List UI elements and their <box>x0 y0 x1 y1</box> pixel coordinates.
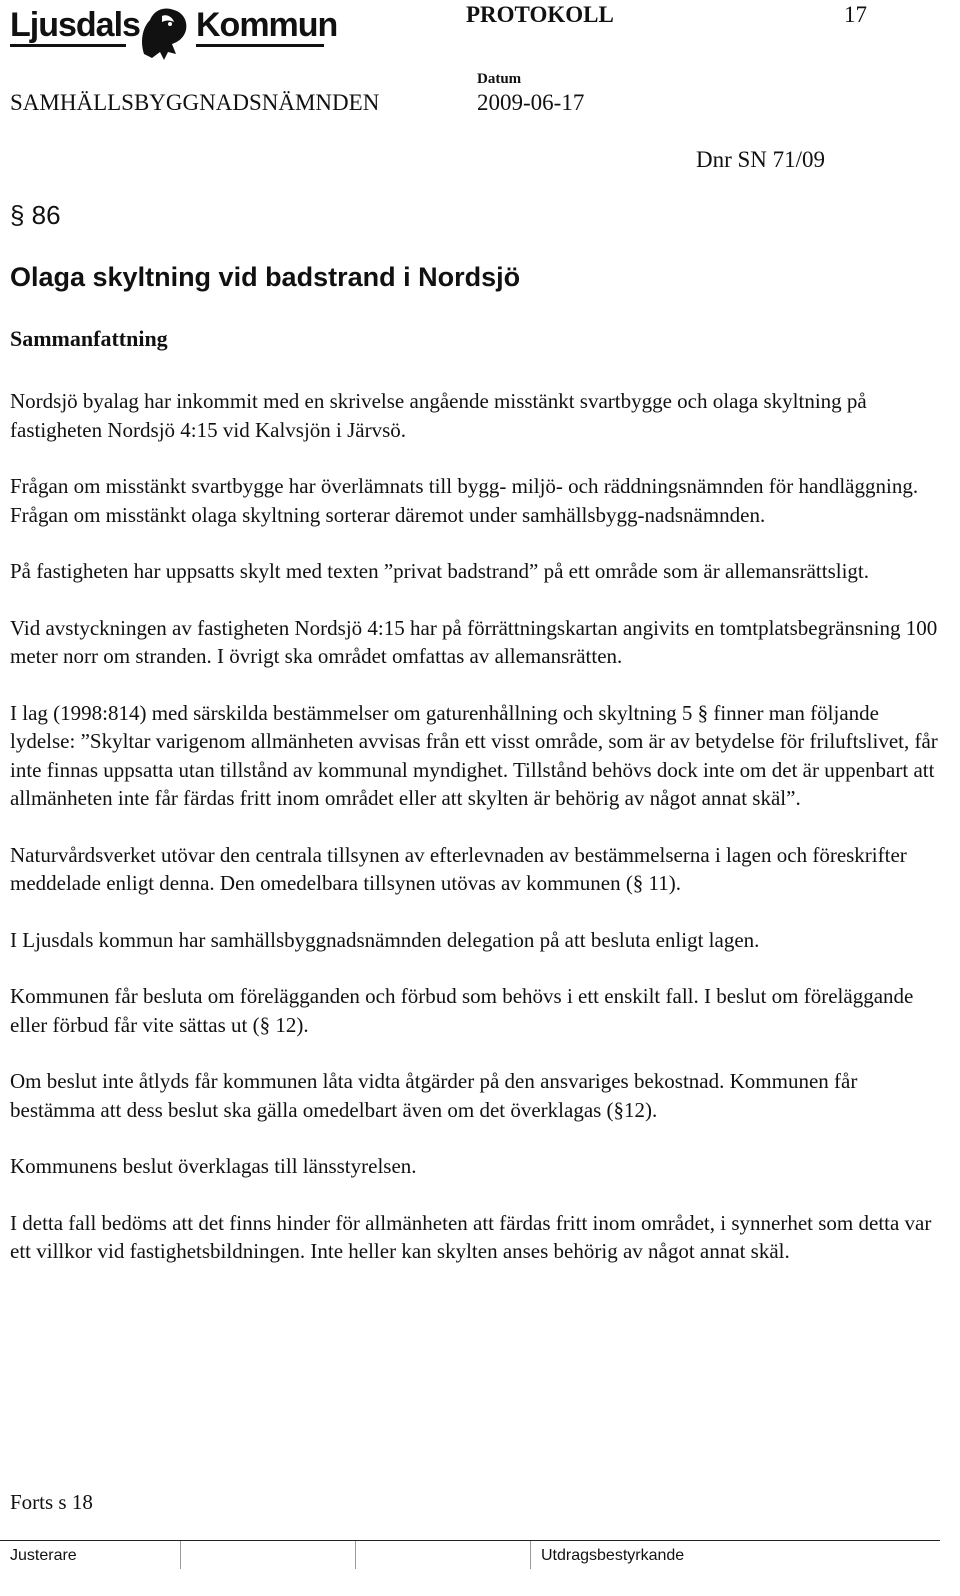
paragraph: I detta fall bedöms att det finns hinder för allmänheten att färdas fritt inom området, i synnerhet som detta var ett villkor vid fastighetsbildningen. Inte heller kan skylten anses behörig av något annat skäl. <box>10 1210 932 1263</box>
date-label: Datum <box>477 71 522 87</box>
section-number: § 86 <box>10 200 61 230</box>
lion-crest-icon <box>134 2 192 62</box>
continuation-note: Forts s 18 <box>10 1490 93 1514</box>
municipality-logo <box>10 0 338 66</box>
certification-cell <box>531 1541 939 1569</box>
signature-cell <box>356 1541 531 1569</box>
body-text <box>10 387 945 1294</box>
signature-cell <box>181 1541 356 1569</box>
board-name: SAMHÄLLSBYGGNADSNÄMNDEN <box>10 90 380 115</box>
paragraph: På fastigheten har uppsatts skylt med texten ”privat badstrand” på ett område som är allemansrättsligt. <box>10 559 870 583</box>
registration-number: Dnr SN 71/09 <box>696 147 826 172</box>
paragraph: Kommunen får besluta om förelägganden och förbud som behövs i ett enskilt fall. I beslut om föreläggande eller förbud får vite sättas ut (§ 12). <box>10 984 914 1037</box>
summary-heading: Sammanfattning <box>10 326 168 351</box>
meeting-date: 2009-06-17 <box>477 90 585 115</box>
paragraph: I lag (1998:814) med särskilda bestämmelser om gaturenhållning och skyltning 5 § finner man följande lydelse: ”Skyltar varigenom allmänheten avvisas från ett visst område, som är av betydelse för friluftslivet, får inte finnas uppsatta utan tillstånd av kommunal myndighet. Tillstånd behövs dock inte om det är uppenbart att allmänheten inte får färdas fritt inom området eller att skylten är behörig av något annat skäl”. <box>10 700 938 810</box>
paragraph: Om beslut inte åtlyds får kommunen låta vidta åtgärder på den ansvariges bekostnad. Kommunen får bestämma att dess beslut ska gälla omedelbart även om det överklagas (§12). <box>10 1069 858 1122</box>
logo-text-left: Ljusdals <box>10 6 140 44</box>
document-type: PROTOKOLL <box>466 2 614 27</box>
paragraph: Kommunens beslut överklagas till länsstyrelsen. <box>10 1154 417 1178</box>
paragraph: Frågan om misstänkt svartbygge har överlämnats till bygg- miljö- och räddningsnämnden för handläggning. Frågan om misstänkt olaga skyltning sorterar däremot under samhällsbygg-nadsnämnden. <box>10 474 919 527</box>
logo-text-right: Kommun <box>196 6 338 44</box>
paragraph: I Ljusdals kommun har samhällsbyggnadsnämnden delegation på att besluta enligt lagen. <box>10 927 760 952</box>
certification-label: Utdragsbestyrkande <box>541 1547 685 1564</box>
paragraph: Nordsjö byalag har inkommit med en skrivelse angående misstänkt svartbygge och olaga skyltning på fastigheten Nordsjö 4:15 vid Kalvsjön i Järvsö. <box>10 389 867 442</box>
paragraph: Vid avstyckningen av fastigheten Nordsjö 4:15 har på förrättningskartan angivits en tomtplatsbegränsning 100 meter norr om stranden. I övrigt ska området omfattas av allemansrätten. <box>10 615 938 668</box>
page-number: 17 <box>844 2 867 27</box>
signature-footer <box>0 1540 940 1569</box>
justerare-label: Justerare <box>10 1547 77 1564</box>
justerare-cell <box>0 1541 181 1569</box>
paragraph: Naturvårdsverket utövar den centrala tillsynen av efterlevnaden av bestämmelserna i lagen och föreskrifter meddelade enligt denna. Den omedelbara tillsynen utövas av kommunen (§ 11). <box>10 842 907 895</box>
page-title: Olaga skyltning vid badstrand i Nordsjö <box>10 262 521 292</box>
